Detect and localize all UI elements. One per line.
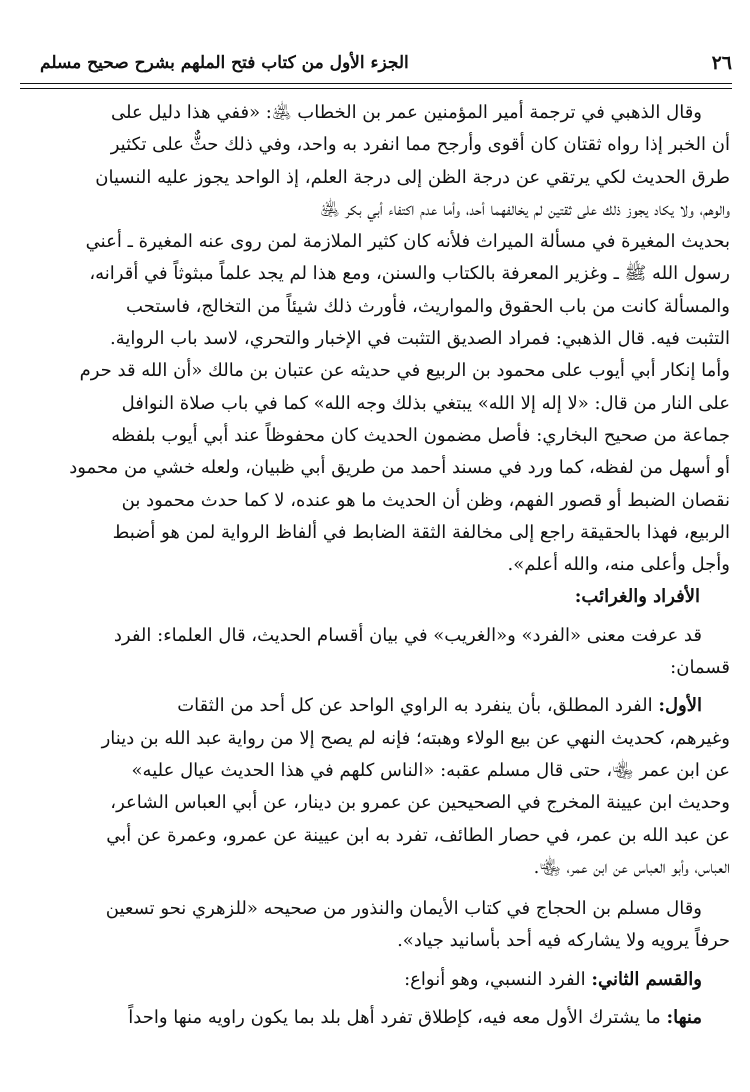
first-kind-text: الفرد المطلق، بأن ينفرد به الراوي الواحد عن كل أحد من الثقات <box>177 695 659 717</box>
text-line: وحديث ابن عيينة المخرج في الصحيحين عن عمرو بن دينار، عن أبي العباس الشاعر، <box>110 792 730 814</box>
paragraph-dhahabi <box>20 97 730 355</box>
text-line: أن الخبر إذا رواه ثقتان كان أقوى وأرجح مما انفرد به واحد، وفي ذلك حثٌّ على تكثير <box>110 134 730 156</box>
text-line: وأجل وأعلى منه، والله أعلم». <box>507 554 730 576</box>
text-line: طرق الحديث لكي يرتقي عن درجة الظن إلى درجة العلم، إذ الواحد يجوز عليه النسيان <box>95 166 730 188</box>
running-title: الجزء الأول من كتاب فتح الملهم بشرح صحيح مسلم <box>40 53 409 73</box>
text-line: قد عرفت معنى «الفرد» و«الغريب» في بيان أقسام الحديث، قال العلماء: الفرد <box>113 624 702 646</box>
text-line: وغيرهم، كحديث النهي عن بيع الولاء وهبته؛ فإنه لم يصح إلا من رواية عبد الله بن دينار <box>101 727 730 749</box>
text-line: بحديث المغيرة في مسألة الميراث فلأنه كان كثير الملازمة لمن روى عنه المغيرة ـ أعني <box>85 231 730 253</box>
second-kind-text: الفرد النسبي، وهو أنواع: <box>404 968 592 990</box>
text-line: عن ابن عمر ﵄، حتى قال مسلم عقبه: «الناس كلهم في هذا الحديث عيال عليه» <box>131 759 730 781</box>
types-label: منها: <box>666 1007 702 1029</box>
text-line: قسمان: <box>670 657 730 679</box>
paragraph-second-kind <box>20 964 730 996</box>
text-line: الربيع، فهذا بالحقيقة راجع إلى مخالفة الثقة الضابط في ألفاظ الرواية لمن هو أضبط <box>112 521 730 543</box>
second-kind-label: والقسم الثاني: <box>591 968 702 990</box>
text-line: التثبت فيه. قال الذهبي: فمراد الصديق التثبت في الإخبار والتحري، لاسد باب الرواية. <box>110 328 730 350</box>
text-line: وقال مسلم بن الحجاج في كتاب الأيمان والنذور من صحيحه «للزهري نحو تسعين <box>105 898 702 920</box>
text-line: أو أسهل من لفظه، كما ورد في مسند أحمد من طريق أبي ظبيان، ولعله خشي من محمود <box>69 457 730 479</box>
text-line: وأما إنكار أبي أيوب على محمود بن الربيع في حديثه عن عتبان بن مالك «أن الله قد حرم <box>79 360 730 382</box>
paragraph-muslim <box>20 893 730 958</box>
text-line: على النار من قال: «لا إله إلا الله» يبتغي بذلك وجه الله» كما في باب صلاة النوافل <box>121 392 730 414</box>
spacer <box>20 884 730 893</box>
body-text <box>20 97 730 1034</box>
text-line: نقصان الضبط أو قصور الفهم، وظن أن الحديث ما هو عنده، لا كما حدث محمود بن <box>121 489 730 511</box>
first-kind-label: الأول: <box>658 695 702 717</box>
types-text: ما يشترك الأول معه فيه، كإطلاق تفرد أهل بلد بما يكون راويه منها واحداً <box>128 1007 667 1029</box>
text-line: جماعة من صحيح البخاري: فأصل مضمون الحديث كان محفوظاً عند أبي أيوب بلفظه <box>111 424 730 446</box>
paragraph-intro <box>20 620 730 685</box>
paragraph-types <box>20 1002 730 1034</box>
page-number: ٢٦ <box>711 52 732 74</box>
text-line: العباس، وأبو العباس عن ابن عمر، ﵄. <box>533 856 730 878</box>
text-line: رسول الله ﷺ ـ وغزير المعرفة بالكتاب والسنن، ومع هذا لم يجد علماً مبثوثاً في أقرانه، <box>89 263 730 285</box>
header-rule <box>20 83 732 84</box>
text-line: والمسألة كانت من باب الحقوق والمواريث، فأورث ذلك شيئاً من التخالج، فاستحب <box>126 295 730 317</box>
page-header <box>40 40 732 80</box>
section-heading: الأفراد والغرائب: <box>574 586 700 608</box>
text-line: وقال الذهبي في ترجمة أمير المؤمنين عمر بن الخطاب ﵁: «ففي هذا دليل على <box>110 102 702 123</box>
text-line: والوهم، ولا يكاد يجوز ذلك على ثقتين لم يخالفهما أحد، وأما عدم اكتفاء أبي بكر ﵁ <box>319 198 730 220</box>
header-rule-double <box>20 88 732 89</box>
text-line: عن عبد الله بن عمر، في حصار الطائف، تفرد به ابن عيينة عن عمرو، وعمرة عن أبي <box>106 824 730 846</box>
text-line <box>20 690 730 722</box>
paragraph-first-kind <box>20 690 730 884</box>
text-line: حرفاً يرويه ولا يشاركه فيه أحد بأسانيد جياد». <box>397 930 730 952</box>
paragraph-abu-ayyub <box>20 355 730 581</box>
